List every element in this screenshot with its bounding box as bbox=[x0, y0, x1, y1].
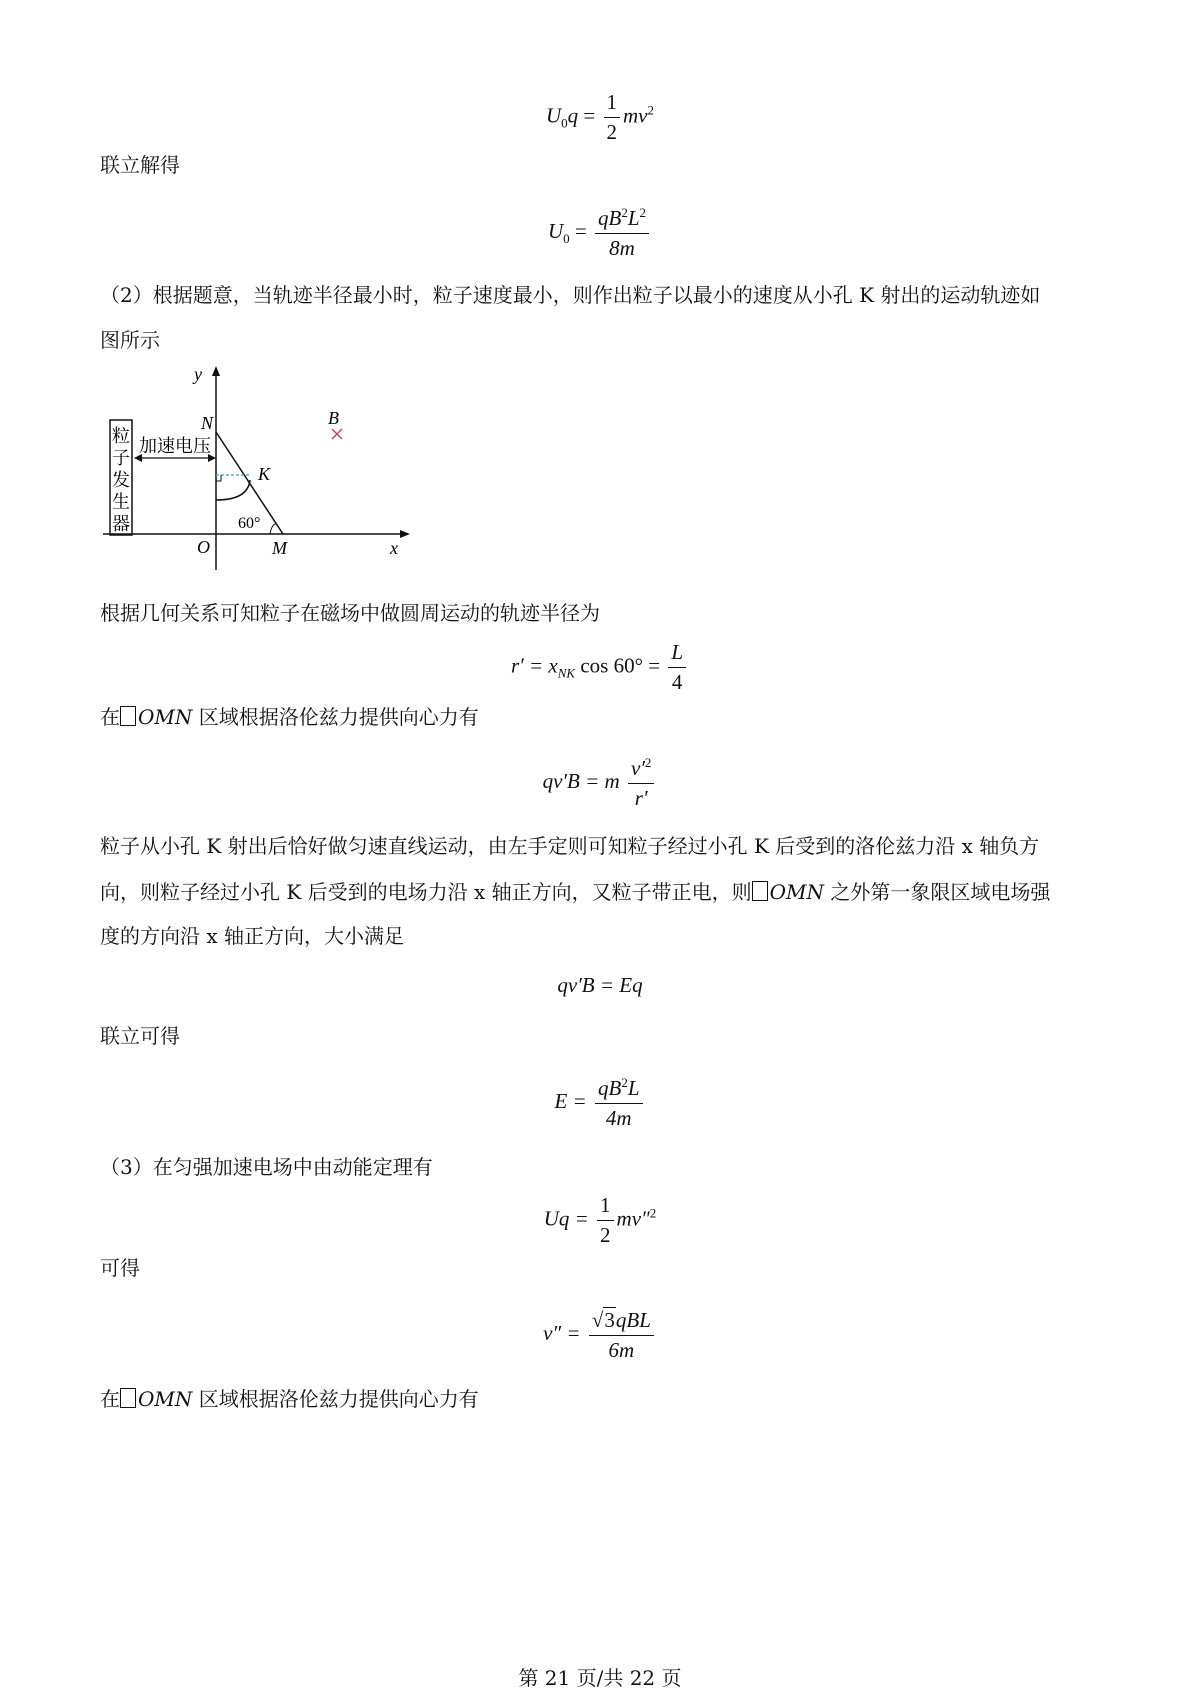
label-y: y bbox=[194, 364, 202, 384]
text-lianli-kede: 联立可得 bbox=[100, 1024, 180, 1048]
generator-char-2: 子 bbox=[112, 448, 130, 468]
generator-char-4: 生 bbox=[112, 492, 130, 512]
label-O: O bbox=[197, 537, 210, 557]
triangle-symbol bbox=[120, 706, 136, 726]
text-part3: （3）在匀强加速电场中由动能定理有 bbox=[100, 1155, 433, 1179]
triangle-symbol bbox=[120, 1388, 136, 1408]
equation-balance: qv′B = Eq bbox=[557, 973, 643, 997]
text-kede: 可得 bbox=[100, 1256, 140, 1280]
text-para-p6: 粒子从小孔 K 射出后恰好做匀速直线运动，由左手定则可知粒子经过小孔 K 后受到的洛伦兹力沿 x 轴负方 bbox=[100, 834, 1040, 858]
equation-v-double-prime: v″ = $\frac{\text{√3qBL}}{6m}$ bbox=[0, 1307, 1200, 1363]
equation-energy: $U_0q$ = $\frac{1}{2}$ $mv^2$ bbox=[545, 90, 654, 144]
label-x: x bbox=[390, 538, 398, 558]
text-omn-1: 在 OMN 区域根据洛伦兹力提供向心力有 bbox=[100, 705, 479, 729]
generator-char-5: 器 bbox=[112, 514, 130, 534]
generator-char-3: 发 bbox=[112, 470, 130, 490]
text-omn-2: 在 OMN 区域根据洛伦兹力提供向心力有 bbox=[100, 1387, 479, 1411]
trajectory-figure bbox=[98, 360, 418, 575]
triangle-symbol bbox=[752, 881, 768, 901]
trajectory-arc bbox=[216, 480, 250, 500]
generator-char-1: 粒 bbox=[112, 426, 130, 446]
equation-U0: $U_0$ = $\frac{qB^2L^2}{8m}$ bbox=[0, 205, 1200, 261]
text-para-p8: 度的方向沿 x 轴正方向，大小满足 bbox=[100, 924, 404, 948]
accel-label: 加速电压 bbox=[139, 436, 211, 456]
equation-lorentz-1: qv′B = m $\frac{v'^2}{r'}$ bbox=[0, 755, 1200, 811]
text-part2: （2）根据题意，当轨迹半径最小时，粒子速度最小，则作出粒子以最小的速度从小孔 K 射出的运动轨迹如 bbox=[100, 283, 1041, 307]
equation-energy-2: Uq = $\frac{1}{2}$ mv″$^2$ bbox=[543, 1193, 657, 1247]
page-number: 第 21 页/共 22 页 bbox=[518, 1666, 682, 1690]
label-N: N bbox=[201, 413, 214, 433]
equation-E: E = $\frac{qB^2L}{4m}$ bbox=[0, 1075, 1200, 1131]
label-M: M bbox=[272, 538, 287, 558]
text-figure-intro: 图所示 bbox=[100, 328, 160, 352]
label-K: K bbox=[258, 464, 271, 484]
equation-radius: $r' = x_{NK}$ cos 60° = $\frac{L}{4}$ bbox=[0, 640, 1200, 695]
label-B: B bbox=[328, 408, 339, 428]
text-lianli-jiede: 联立解得 bbox=[100, 153, 180, 177]
text-radius-intro: 根据几何关系可知粒子在磁场中做圆周运动的轨迹半径为 bbox=[100, 601, 600, 625]
label-angle: 60° bbox=[238, 515, 261, 532]
text-para-p7: 向，则粒子经过小孔 K 后受到的电场力沿 x 轴正方向，又粒子带正电，则 OMN 之外第一象限区域电场强 bbox=[100, 880, 1051, 904]
